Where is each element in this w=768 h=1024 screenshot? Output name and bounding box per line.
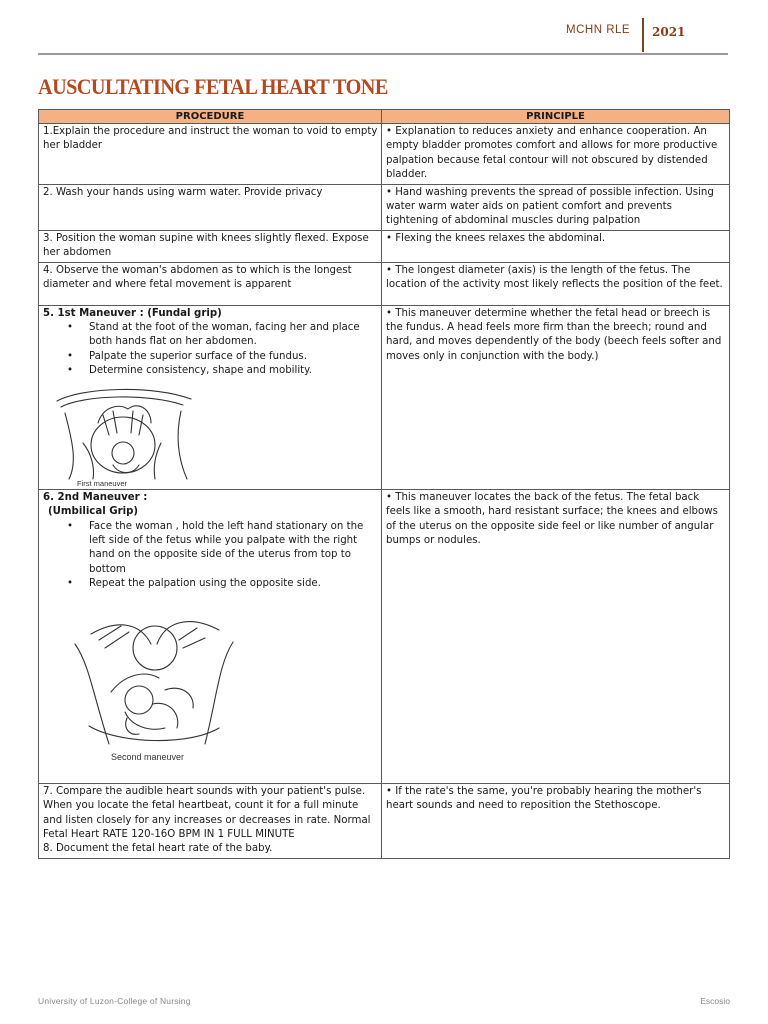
procedure-cell: 3. Position the woman supine with knees slightly flexed. Expose her abdomen [39, 230, 382, 262]
page-title: AUSCULTATING FETAL HEART TONE [38, 74, 388, 99]
header-rule [38, 53, 728, 55]
procedure-text: 7. Compare the audible heart sounds with your patient's pulse. When you locate the fetal heartbeat, count it for a full minute and listen closely for any increases or decreases in rate. Normal Fetal Heart RATE 120-16O BPM IN 1 FULL MINUTE [43, 785, 371, 840]
table-header-row [39, 110, 730, 124]
procedure-table [38, 109, 730, 859]
table-row [39, 305, 730, 489]
footer-institution: University of Luzon-College of Nursing [38, 996, 191, 1006]
bullet-icon: • [67, 520, 74, 532]
list-item: • Face the woman , hold the left hand stationary on the left side of the fetus while you palpate with the right hand on the opposite side of the uterus from top to bottom [67, 520, 364, 575]
figure-caption: Second maneuver [111, 751, 185, 762]
bullet-icon: • [67, 350, 74, 362]
header-divider [642, 18, 644, 52]
bullet-icon: • [67, 322, 74, 334]
procedure-text-extra: 8. Document the fetal heart rate of the baby. [43, 843, 273, 855]
table-row [39, 489, 730, 783]
principle-cell: • Flexing the knees relaxes the abdominal. [382, 230, 730, 262]
principle-cell: • If the rate's the same, you're probably hearing the mother's heart sounds and need to reposition the Stethoscope. [382, 783, 730, 858]
procedure-cell [39, 783, 382, 858]
footer-author: Escosio [700, 996, 730, 1006]
table-row [39, 230, 730, 262]
procedure-cell: 1.Explain the procedure and instruct the woman to void to empty her bladder [39, 124, 382, 185]
header-year: 2021 [652, 25, 686, 39]
principle-cell: • The longest diameter (axis) is the length of the fetus. The location of the activity most likely reflects the position of the feet. [382, 262, 730, 305]
first-maneuver-figure [43, 383, 378, 488]
first-maneuver-illustration [43, 383, 203, 488]
list-item: • Determine consistency, shape and mobility. [89, 364, 378, 378]
table-row [39, 124, 730, 185]
table-row [39, 184, 730, 230]
principle-cell: • Hand washing prevents the spread of possible infection. Using water warm water aids on patient comfort and prevents tightening of abdominal muscles during palpation [382, 184, 730, 230]
second-maneuver-figure [69, 604, 378, 764]
principle-cell: • This maneuver determine whether the fetal head or breech is the fundus. A head feels more firm than the breech; round and hard, and moves dependently of the body (beech feels softer and moves only in conjunction with the body.) [382, 305, 730, 489]
maneuver-title: 6. 2nd Maneuver : [43, 491, 148, 503]
header-procedure: PROCEDURE [39, 110, 382, 124]
maneuver-subtitle: (Umbilical Grip) [48, 506, 139, 518]
bullet-icon: • [67, 365, 74, 377]
principle-cell: • This maneuver locates the back of the fetus. The fetal back feels like a smooth, hard resistant surface; the knees and elbows of the uterus on the opposite side feel or like number of angular bumps or nodules. [382, 489, 730, 783]
bullet-icon: • [67, 578, 74, 590]
maneuver-steps [43, 321, 378, 379]
header-principle: PRINCIPLE [382, 110, 730, 124]
figure-caption: First maneuver [77, 478, 128, 488]
second-maneuver-illustration [69, 604, 239, 764]
table-row [39, 783, 730, 858]
table-row [39, 262, 730, 305]
list-item: • Palpate the superior surface of the fundus. [89, 350, 378, 364]
procedure-cell: 4. Observe the woman's abdomen as to which is the longest diameter and where fetal movement is apparent [39, 262, 382, 305]
procedure-cell [39, 305, 382, 489]
list-item: • Stand at the foot of the woman, facing her and place both hands flat on her abdomen. [67, 322, 360, 348]
procedure-cell [39, 489, 382, 783]
maneuver-steps [43, 520, 378, 592]
list-item: • Repeat the palpation using the opposite side. [89, 577, 378, 591]
principle-cell: • Explanation to reduces anxiety and enhance cooperation. An empty bladder promotes comfort and allows for more productive palpation because fetal contour will not obscured by distended bladder. [382, 124, 730, 185]
maneuver-title: 5. 1st Maneuver : (Fundal grip) [43, 307, 222, 319]
procedure-cell: 2. Wash your hands using warm water. Provide privacy [39, 184, 382, 230]
course-code: MCHN RLE [566, 24, 631, 36]
